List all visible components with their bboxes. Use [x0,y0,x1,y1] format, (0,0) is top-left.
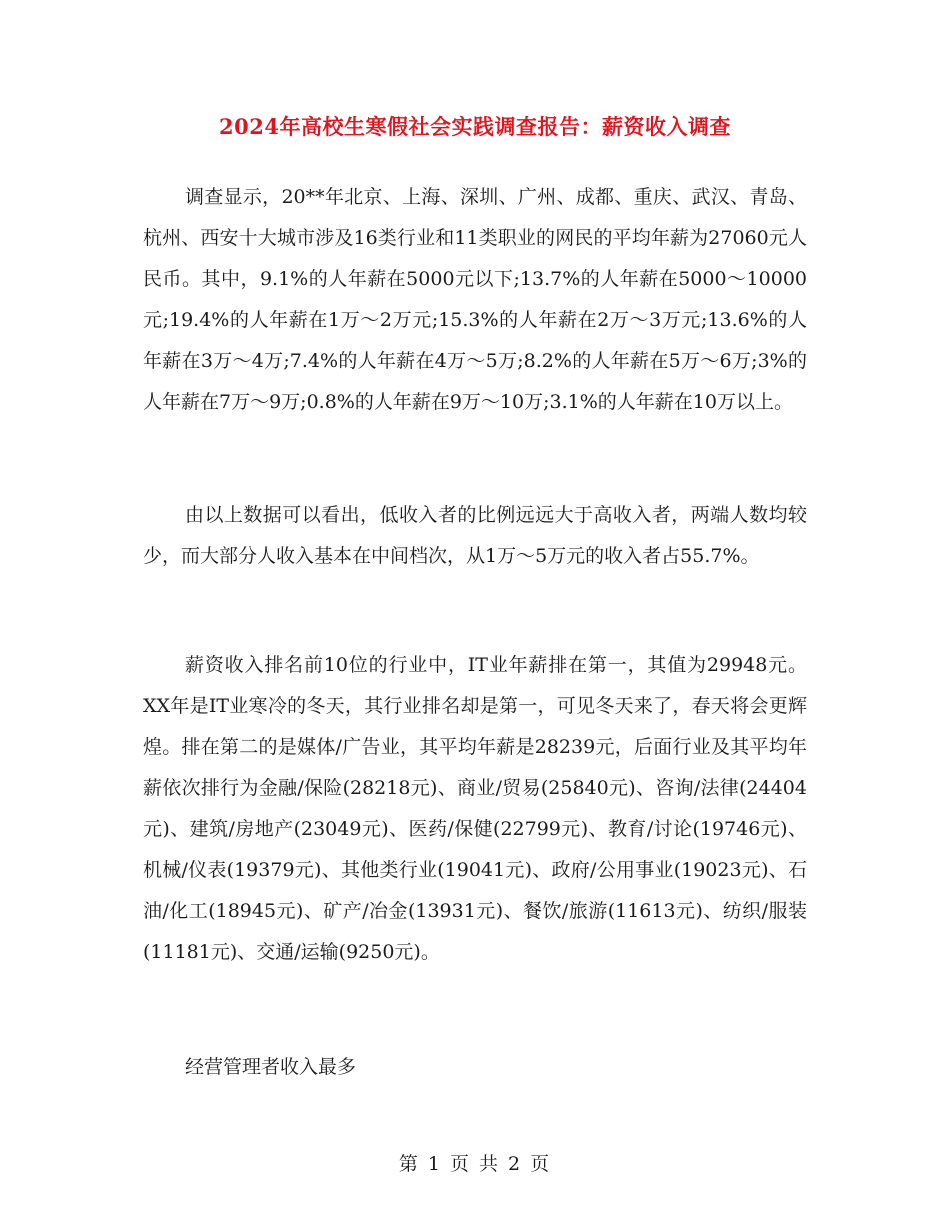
paragraph-salary-distribution: 调查显示，20**年北京、上海、深圳、广州、成都、重庆、武汉、青岛、杭州、西安十大城市涉及16类行业和11类职业的网民的平均年薪为27060元人民币。其中，9.1%的人年薪在5000元以下;13.7%的人年薪在5000～10000元;19.4%的人年薪在1万～2万元;15.3%的人年薪在2万～3万元;13.6%的人年薪在3万～4万;7.4%的人年薪在4万～5万;8.2%的人年薪在5万～6万;3%的人年薪在7万～9万;0.8%的人年薪在9万～10万;3.1%的人年薪在10万以上。 [143,186,807,413]
paragraph-income-analysis: 由以上数据可以看出，低收入者的比例远远大于高收入者，两端人数均较少，而大部分人收入基本在中间档次，从1万～5万元的收入者占55.7%。 [143,504,807,567]
paragraph-industry-ranking: 薪资收入排名前10位的行业中，IT业年薪排在第一，其值为29948元。XX年是IT业寒冷的冬天，其行业排名却是第一，可见冬天来了，春天将会更辉煌。排在第二的是媒体/广告业，其平均年薪是28239元，后面行业及其平均年薪依次排行为金融/保险(28218元)、商业/贸易(25840元)、咨询/法律(24404元)、建筑/房地产(23049元)、医药/保健(22799元)、教育/讨论(19746元)、机械/仪表(19379元)、其他类行业(19041元)、政府/公用事业(19023元)、石油/化工(18945元)、矿产/冶金(13931元)、餐饮/旅游(11613元)、纺织/服装(11181元)、交通/运输(9250元)。 [143,654,807,963]
paragraph-section-heading: 经营管理者收入最多 [185,1056,357,1078]
document-title: 2024年高校生寒假社会实践调查报告：薪资收入调查 [219,114,731,139]
page-number-footer: 第 1 页 共 2 页 [398,1153,552,1175]
